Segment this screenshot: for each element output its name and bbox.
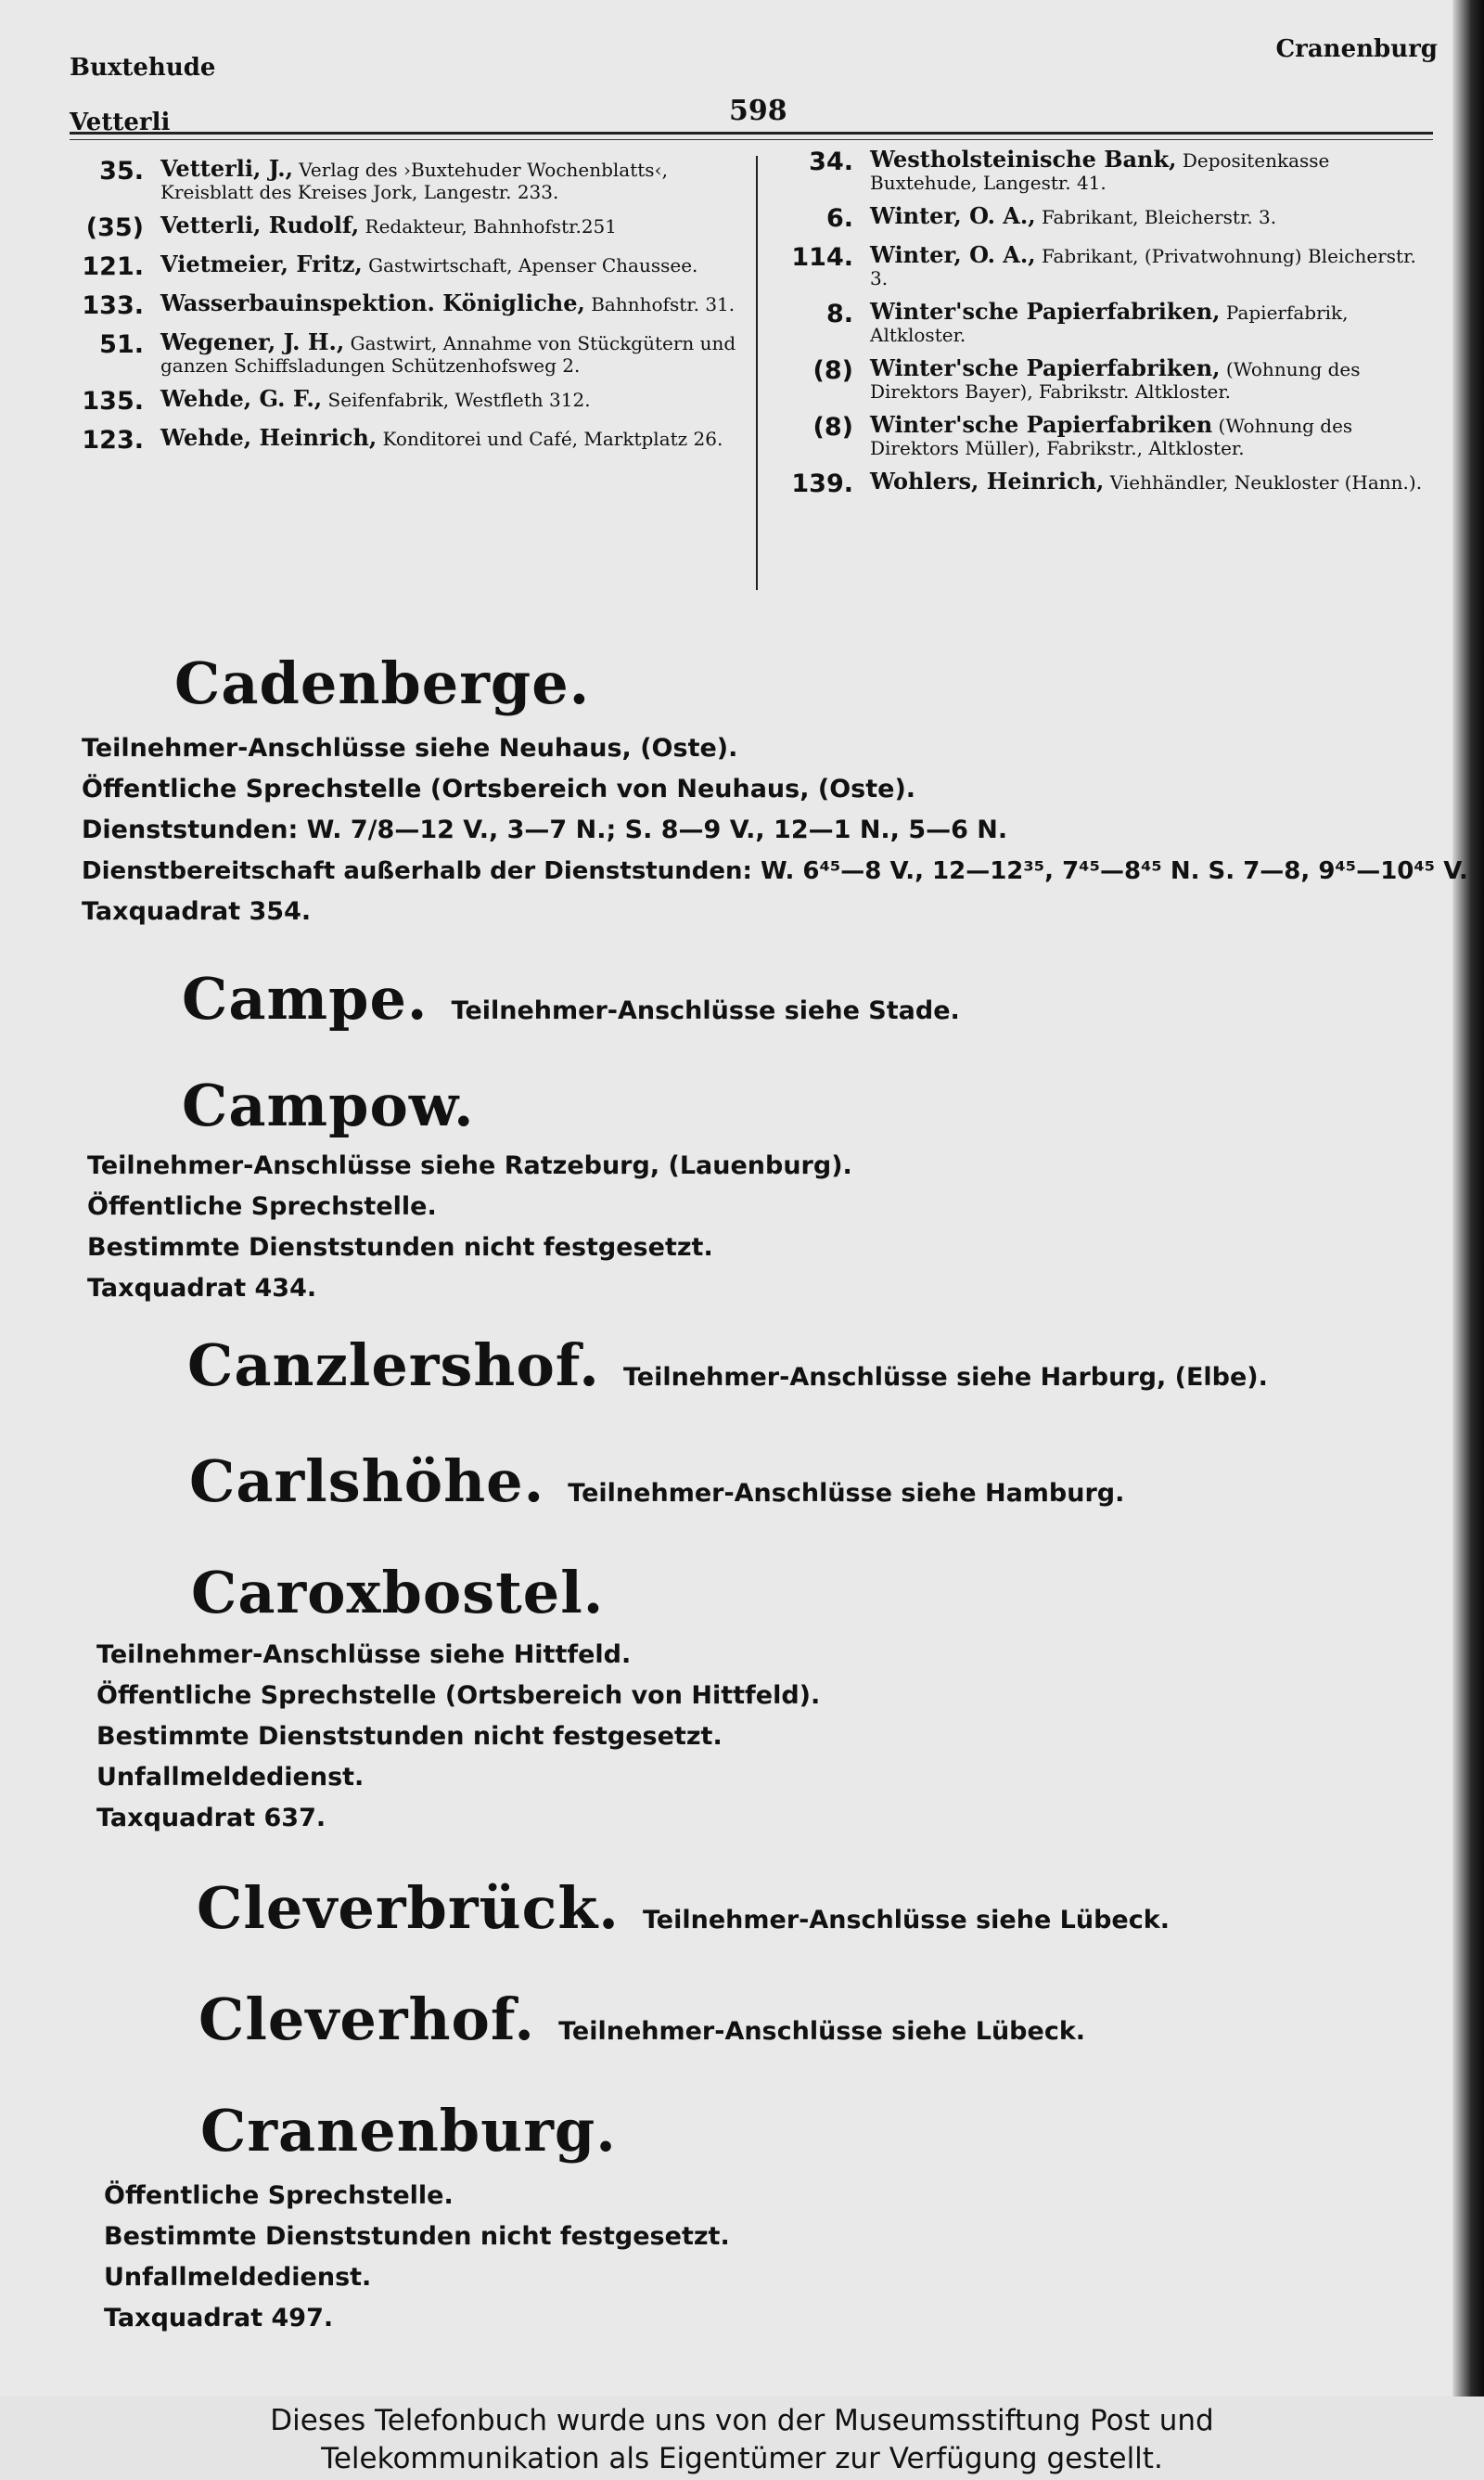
- entry-number: 35.: [99, 157, 144, 186]
- detail-line: Taxquadrat 497.: [104, 2304, 334, 2332]
- town-note: Teilnehmer-Anschlüsse siehe Lübeck.: [558, 2017, 1086, 2046]
- listing-entry: [70, 155, 747, 203]
- entry-name: Winter'sche Papierfabriken,: [870, 354, 1221, 381]
- entry-description: Viehhändler, Neukloster (Hann.).: [1109, 471, 1423, 494]
- entry-number: 51.: [99, 330, 144, 359]
- entry-description: Verlag des ›Buxtehuder Wochenblatts‹, Kreisblatt des Kreises Jork, Langestr. 233.: [160, 159, 668, 203]
- entry-description: Papierfabrik, Altkloster.: [870, 302, 1349, 346]
- listing-entry: [779, 241, 1438, 289]
- entry-description: Seifenfabrik, Westfleth 312.: [327, 389, 591, 411]
- footer-line: Telekommunikation als Eigentümer zur Verfügung gestellt.: [321, 2442, 1163, 2475]
- entry-number: 8.: [825, 300, 853, 328]
- entry-number: 121.: [82, 252, 144, 281]
- entry-number: 123.: [82, 426, 144, 455]
- entry-name: Wasserbauinspektion. Königliche,: [160, 289, 585, 316]
- listing-entry: [70, 424, 747, 455]
- section-caroxbostel: [191, 1559, 604, 1626]
- entry-name: Winter, O. A.,: [870, 202, 1036, 229]
- section-cranenburg-details: [104, 2176, 730, 2339]
- detail-line: Öffentliche Sprechstelle (Ortsbereich von Neuhaus, (Oste).: [82, 775, 916, 803]
- entry-description: Bahnhofstr. 31.: [591, 293, 736, 315]
- entry-description: Gastwirtschaft, Apenser Chaussee.: [368, 254, 698, 276]
- right-column: [779, 148, 1438, 509]
- town-note: Teilnehmer-Anschlüsse siehe Lübeck.: [642, 1906, 1170, 1934]
- entry-description: Gastwirt, Annahme von Stückgütern und ganzen Schiffsladungen Schützenhofsweg 2.: [160, 332, 736, 377]
- town-heading: Campow.: [182, 1072, 475, 1139]
- entry-number: 114.: [791, 243, 853, 272]
- detail-line: Teilnehmer-Anschlüsse siehe Neuhaus, (Oste).: [82, 734, 738, 763]
- section-campow-details: [87, 1146, 852, 1309]
- entry-number: 139.: [791, 469, 853, 498]
- provenance-footer: [0, 2396, 1484, 2480]
- section-cadenberge: [174, 649, 590, 717]
- listing-entry: [70, 253, 747, 281]
- detail-line: Öffentliche Sprechstelle.: [87, 1192, 437, 1221]
- town-heading: Cleverbrück.: [197, 1874, 620, 1942]
- detail-line: Öffentliche Sprechstelle.: [104, 2181, 454, 2210]
- page-number: 598: [729, 95, 787, 127]
- town-note: Teilnehmer-Anschlüsse siehe Stade.: [451, 996, 960, 1025]
- detail-line: Taxquadrat 434.: [87, 1274, 317, 1303]
- entry-name: Winter, O. A.,: [870, 241, 1036, 268]
- left-column: [70, 155, 747, 466]
- detail-line: Teilnehmer-Anschlüsse siehe Ratzeburg, (Lauenburg).: [87, 1151, 852, 1180]
- entry-name: Wohlers, Heinrich,: [870, 468, 1105, 495]
- section-cadenberge-details: [82, 728, 1468, 932]
- page-edge-shadow: [1452, 0, 1484, 2396]
- entry-number: 34.: [809, 148, 853, 176]
- entry-description: Konditorei und Café, Marktplatz 26.: [382, 428, 723, 450]
- listing-entry: [779, 354, 1438, 403]
- entry-name: Vetterli, J.,: [160, 155, 293, 182]
- listing-entry: [779, 148, 1438, 194]
- running-head-left-top: Buxtehude: [70, 54, 216, 82]
- header-rule: [70, 132, 1433, 135]
- detail-line: Dienstbereitschaft außerhalb der Dienststunden: W. 6⁴⁵—8 V., 12—12³⁵, 7⁴⁵—8⁴⁵ N. S. 7—8, 9⁴⁵—10⁴⁵ V.: [82, 857, 1468, 885]
- header-rule-thin: [70, 139, 1433, 140]
- town-note: Teilnehmer-Anschlüsse siehe Harburg, (Elbe).: [622, 1363, 1268, 1392]
- entry-name: Wegener, J. H.,: [160, 328, 345, 355]
- town-heading: Caroxbostel.: [191, 1559, 605, 1626]
- detail-line: Taxquadrat 637.: [96, 1804, 326, 1832]
- entry-number: (8): [812, 413, 853, 442]
- detail-line: Bestimmte Dienststunden nicht festgesetzt.: [87, 1233, 713, 1262]
- detail-line: Bestimmte Dienststunden nicht festgesetzt.: [104, 2222, 730, 2251]
- listing-entry: [70, 385, 747, 416]
- listing-entry: [70, 328, 747, 377]
- detail-line: Unfallmeldedienst.: [104, 2263, 372, 2292]
- listing-entry: [70, 289, 747, 320]
- footer-line: Dieses Telefonbuch wurde uns von der Museumsstiftung Post und: [270, 2404, 1214, 2437]
- running-head-left-bottom: Vetterli: [70, 109, 171, 136]
- section-campe: [182, 965, 960, 1033]
- town-heading: Cranenburg.: [200, 2097, 617, 2165]
- entry-name: Wehde, Heinrich,: [160, 424, 377, 451]
- entry-name: Westholsteinische Bank,: [870, 146, 1177, 173]
- detail-line: Öffentliche Sprechstelle (Ortsbereich von Hittfeld).: [96, 1681, 821, 1710]
- entry-number: 133.: [82, 291, 144, 320]
- entry-number: 135.: [82, 387, 144, 416]
- entry-description: Redakteur, Bahnhofstr.251: [365, 215, 618, 238]
- entry-name: Wehde, G. F.,: [160, 385, 323, 412]
- listing-entry: [779, 298, 1438, 346]
- entry-name: Vetterli, Rudolf,: [160, 212, 360, 238]
- entry-description: (Wohnung des Direktors Müller), Fabrikstr., Altkloster.: [870, 415, 1353, 459]
- listing-entry: [70, 214, 747, 242]
- entry-name: Winter'sche Papierfabriken,: [870, 298, 1221, 325]
- section-carlshoehe: [189, 1447, 1124, 1515]
- entry-description: Fabrikant, (Privatwohnung) Bleicherstr. 3.: [870, 245, 1416, 289]
- town-heading: Cleverhof.: [198, 1985, 535, 2053]
- section-caroxbostel-details: [96, 1635, 820, 1839]
- entry-number: (8): [812, 356, 853, 385]
- town-heading: Carlshöhe.: [189, 1447, 545, 1515]
- entry-number: (35): [85, 213, 144, 242]
- town-heading: Campe.: [182, 965, 429, 1033]
- listing-entry: [779, 470, 1438, 498]
- running-head-right: Cranenburg: [1275, 35, 1438, 63]
- entry-name: Vietmeier, Fritz,: [160, 251, 363, 277]
- section-cleverbrueck: [197, 1874, 1170, 1942]
- listing-entry: [779, 202, 1438, 233]
- town-note: Teilnehmer-Anschlüsse siehe Hamburg.: [568, 1479, 1125, 1508]
- town-heading: Canzlershof.: [187, 1331, 600, 1399]
- entry-description: Fabrikant, Bleicherstr. 3.: [1041, 206, 1277, 228]
- entry-number: 6.: [825, 204, 853, 233]
- town-heading: Cadenberge.: [174, 649, 591, 717]
- section-cleverhof: [198, 1985, 1085, 2053]
- entry-description: (Wohnung des Direktors Bayer), Fabrikstr. Altkloster.: [870, 358, 1361, 403]
- entry-description: Depositenkasse Buxtehude, Langestr. 41.: [870, 149, 1330, 194]
- detail-line: Teilnehmer-Anschlüsse siehe Hittfeld.: [96, 1640, 632, 1669]
- detail-line: Taxquadrat 354.: [82, 897, 312, 926]
- column-divider: [756, 156, 758, 590]
- listing-entry: [779, 411, 1438, 459]
- detail-line: Dienststunden: W. 7/8—12 V., 3—7 N.; S. 8—9 V., 12—1 N., 5—6 N.: [82, 816, 1008, 844]
- section-campow: [182, 1072, 475, 1139]
- section-canzlershof: [187, 1331, 1268, 1399]
- detail-line: Unfallmeldedienst.: [96, 1763, 365, 1792]
- entry-name: Winter'sche Papierfabriken: [870, 411, 1213, 438]
- detail-line: Bestimmte Dienststunden nicht festgesetzt.: [96, 1722, 723, 1751]
- section-cranenburg: [200, 2097, 617, 2165]
